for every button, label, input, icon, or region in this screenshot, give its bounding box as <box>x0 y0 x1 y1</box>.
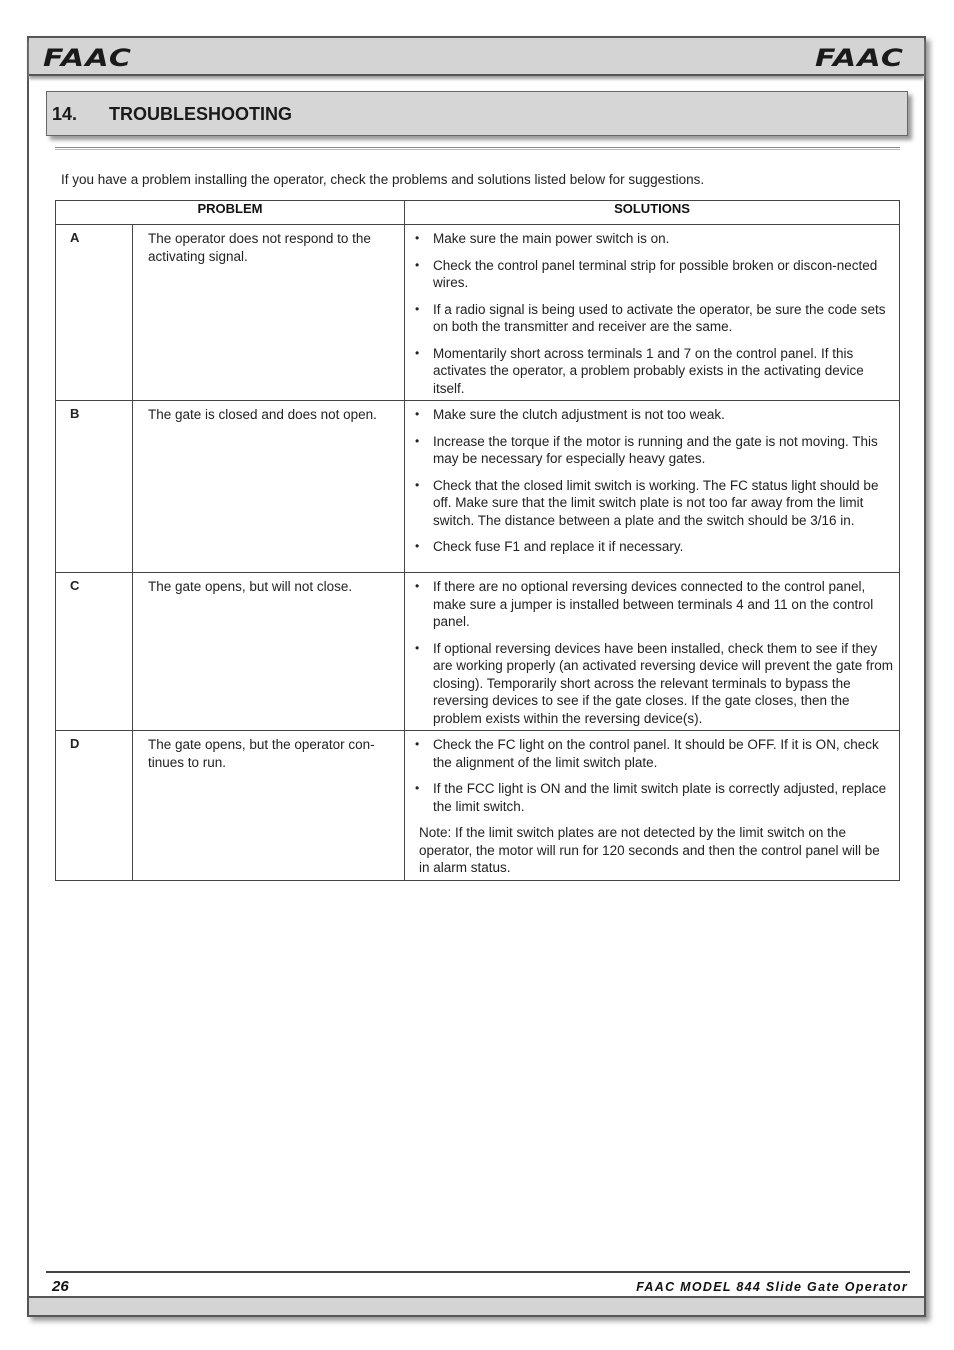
solution-item: • If there are no optional reversing devices connected to the control panel, make sure a jumper is installed between terminals 4 and 11 on the control panel. <box>415 578 893 631</box>
table-row <box>56 731 900 881</box>
solution-item: • Check the FC light on the control panel. It should be OFF. If it is ON, check the alignment of the limit switch plate. <box>415 736 893 771</box>
page-frame <box>27 36 926 1317</box>
problem-text: The gate opens, but will not close. <box>133 573 405 731</box>
solution-item: • Make sure the main power switch is on. <box>415 230 893 248</box>
solution-item: • If a radio signal is being used to activate the operator, be sure the code sets on both the transmitter and receiver are the same. <box>415 301 893 336</box>
solution-item: • If the FCC light is ON and the limit switch plate is correctly adjusted, replace the limit switch. <box>415 780 893 815</box>
intro-text: If you have a problem installing the operator, check the problems and solutions listed below for suggestions. <box>61 172 705 187</box>
faac-logo-right: FAAC <box>814 44 904 72</box>
table-row <box>56 401 900 573</box>
solutions-column-header: SOLUTIONS <box>405 201 900 225</box>
row-id: D <box>56 731 133 881</box>
row-id: A <box>56 225 133 401</box>
solution-item: • Check the control panel terminal strip for possible broken or discon-nected wires. <box>415 257 893 292</box>
solutions-cell <box>405 573 900 731</box>
table-header-row <box>56 201 900 225</box>
row-id: C <box>56 573 133 731</box>
footer-rule <box>46 1271 910 1273</box>
section-title: TROUBLESHOOTING <box>109 104 292 124</box>
table-row <box>56 225 900 401</box>
solution-item: • Check that the closed limit switch is working. The FC status light should be off. Make sure that the limit switch plate is not too far away from the limit switch. The distance between a plate and the switch should be 3/16 in. <box>415 477 893 530</box>
solution-item: • If optional reversing devices have been installed, check them to see if they are working properly (an activated reversing device will prevent the gate from closing). Temporarily short across the relevant terminals to bypass the reversing devices to see if the gate closes. If the gate closes, then the problem exists within the reversing device(s). <box>415 640 893 728</box>
problem-text: The gate is closed and does not open. <box>133 401 405 573</box>
solutions-cell <box>405 225 900 401</box>
table-row <box>56 573 900 731</box>
faac-logo-left: FAAC <box>43 44 133 72</box>
page-number: 26 <box>52 1278 69 1295</box>
footer-title: FAAC MODEL 844 Slide Gate Operator <box>636 1280 908 1294</box>
solution-item: • Momentarily short across terminals 1 and 7 on the control panel. If this activates the operator, a problem probably exists in the activating device itself. <box>415 345 893 398</box>
problem-text: The operator does not respond to the activating signal. <box>133 225 405 401</box>
note-text: Note: If the limit switch plates are not detected by the limit switch on the operator, the motor will run for 120 seconds and then the control panel will be in alarm status. <box>419 825 880 875</box>
section-number: 14. <box>52 104 78 124</box>
row-id: B <box>56 401 133 573</box>
solution-item: • Increase the torque if the motor is running and the gate is not moving. This may be necessary for especially heavy gates. <box>415 433 893 468</box>
solutions-cell <box>405 731 900 881</box>
solutions-cell <box>405 401 900 573</box>
solution-item: • Check fuse F1 and replace it if necessary. <box>415 538 893 556</box>
problem-column-header: PROBLEM <box>56 201 405 225</box>
footer-bar <box>29 1296 924 1315</box>
problem-text: The gate opens, but the operator con-tinues to run. <box>133 731 405 881</box>
section-heading <box>46 91 908 136</box>
troubleshooting-table <box>55 200 900 881</box>
solution-item: • Make sure the clutch adjustment is not too weak. <box>415 406 893 424</box>
header-bar <box>29 38 924 76</box>
heading-rule <box>55 147 900 150</box>
